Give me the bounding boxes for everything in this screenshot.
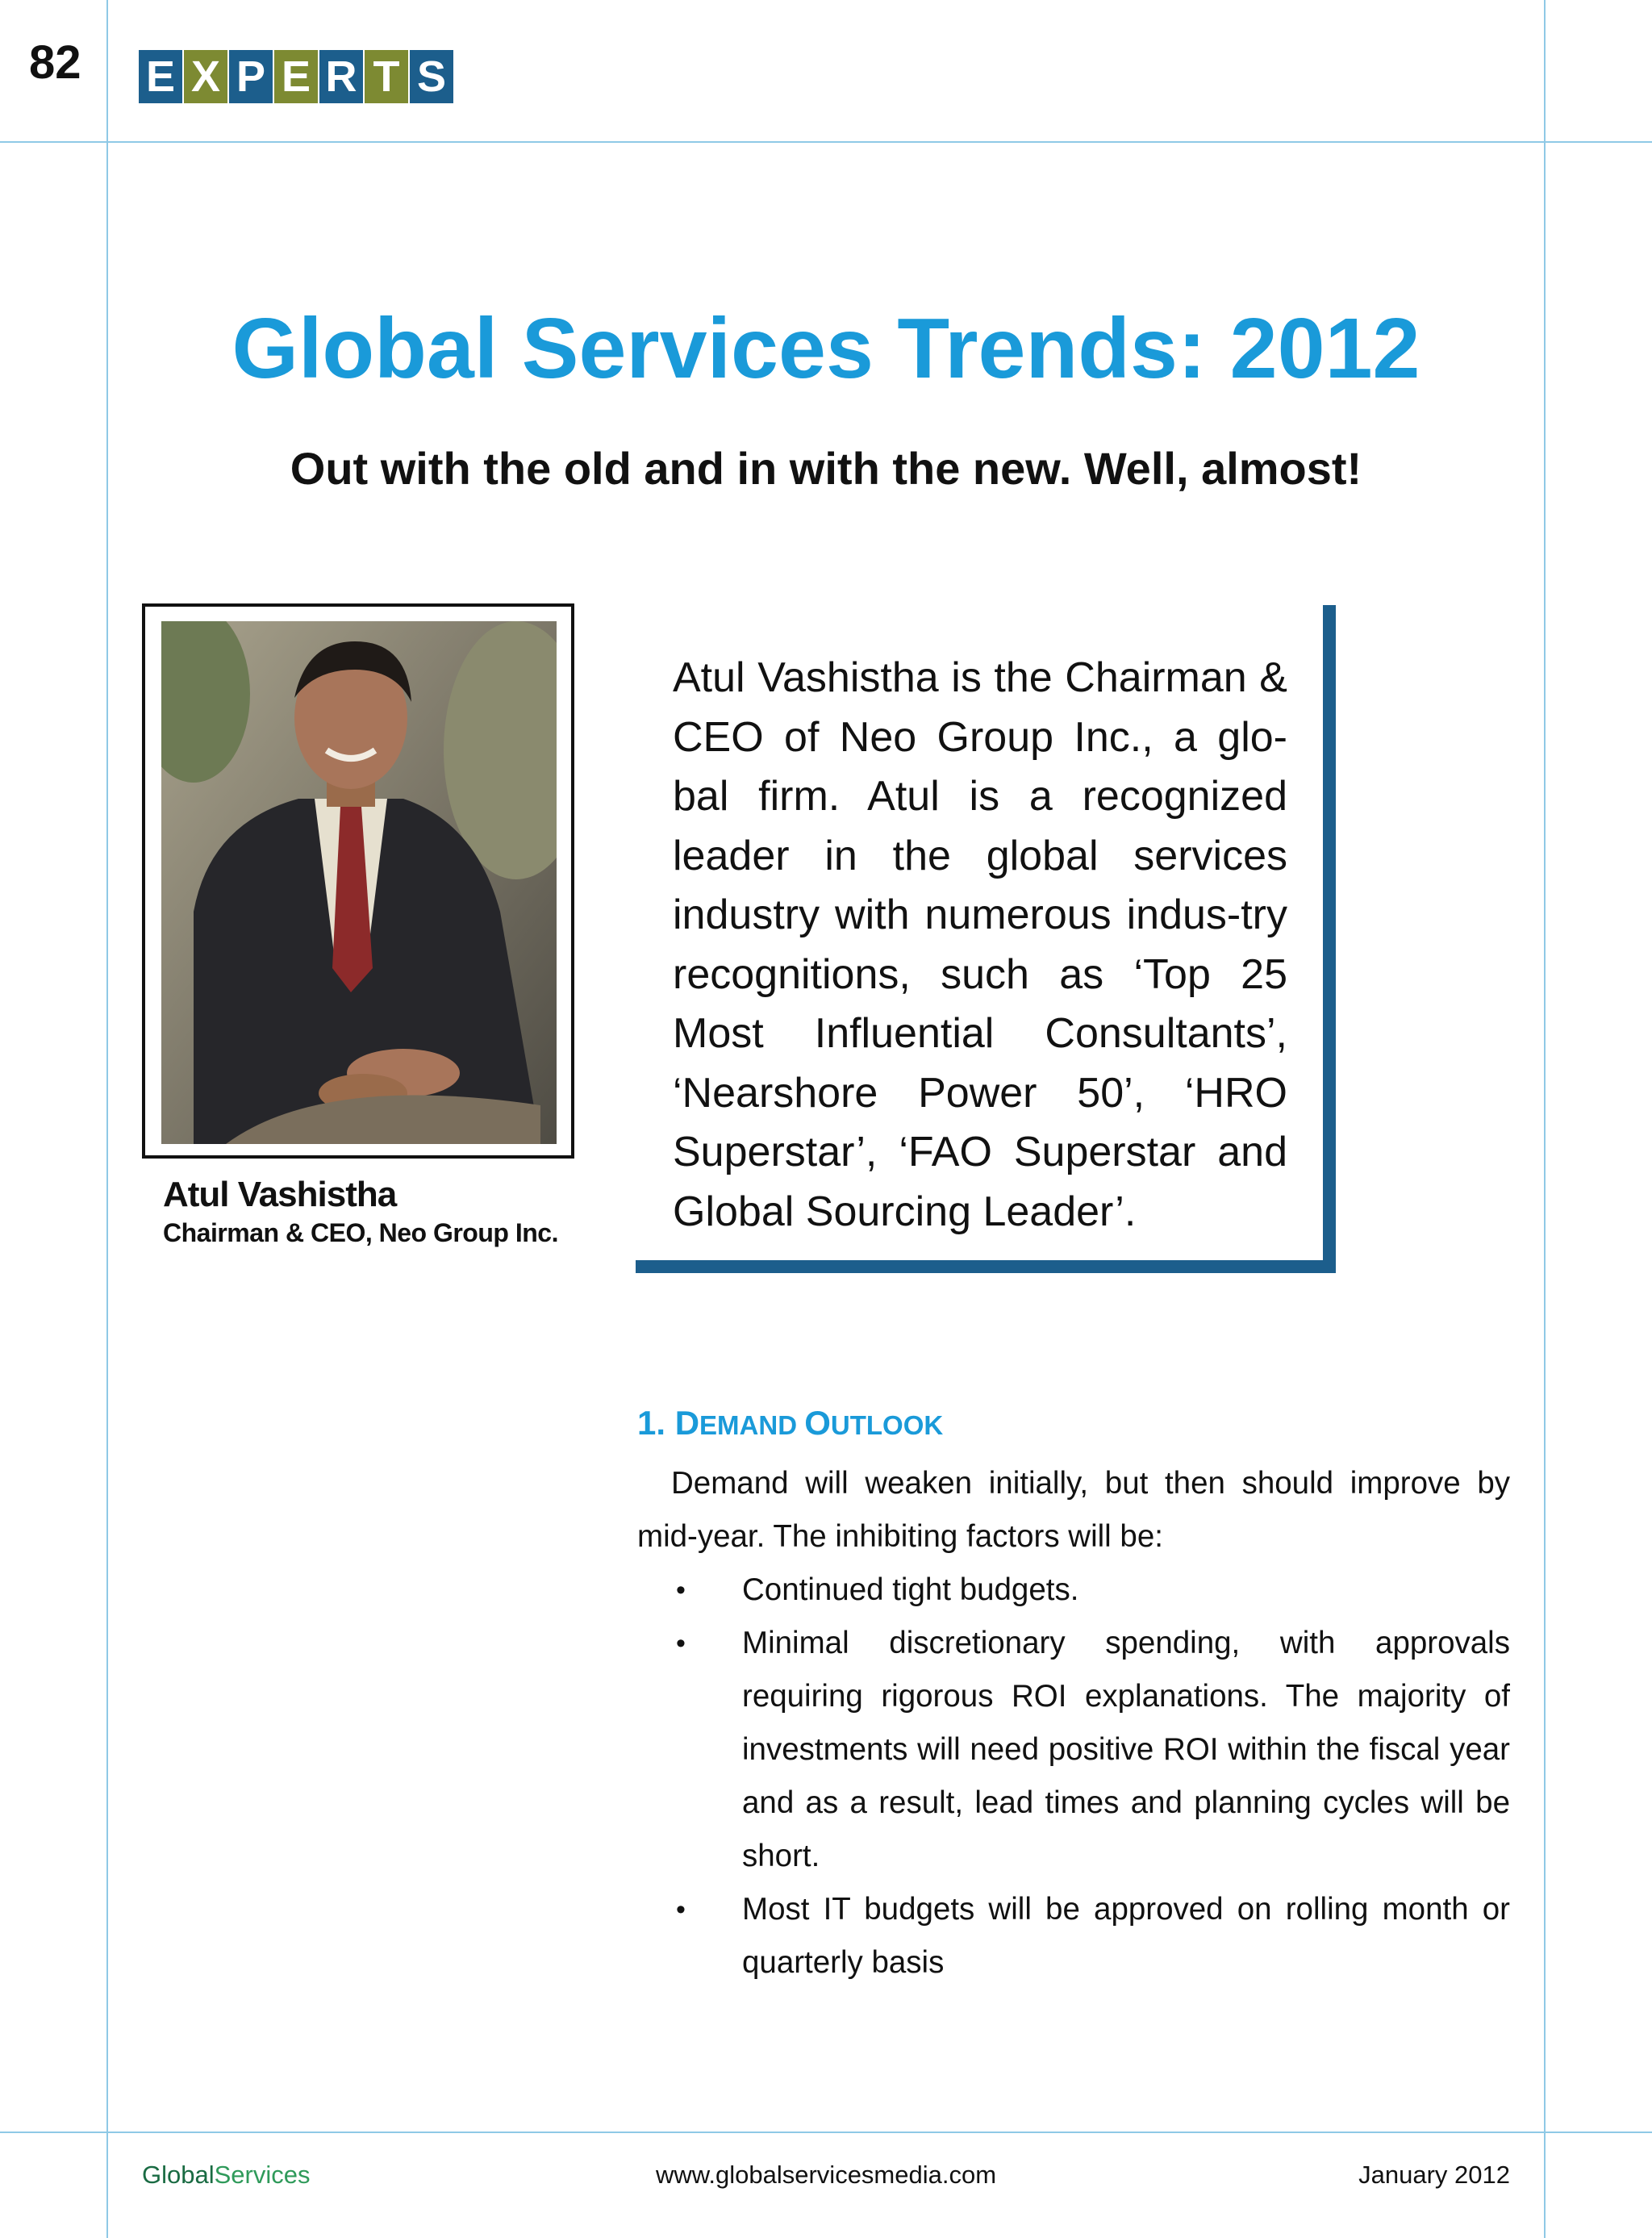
footer-date: January 2012: [1358, 2161, 1510, 2189]
bullet-icon: •: [676, 1894, 686, 1925]
inhibiting-factors-list: [637, 1564, 1510, 1990]
article-subtitle: Out with the old and in with the new. Well, almost!: [290, 443, 1362, 494]
section-tag-experts: [139, 50, 455, 103]
margin-rule-top: [0, 141, 1652, 143]
bullet-icon: •: [676, 1628, 686, 1659]
heading-initial: D: [674, 1404, 700, 1442]
margin-rule-bottom: [0, 2132, 1652, 2133]
author-photo-frame: [142, 603, 574, 1159]
bullet-icon: •: [676, 1575, 686, 1605]
author-name: Atul Vashistha: [163, 1175, 397, 1214]
list-item-text: Most IT budgets will be approved on rolling month or quarterly basis: [742, 1892, 1510, 1980]
section-tag-letter: E: [274, 50, 318, 103]
section-number: 1.: [637, 1404, 666, 1442]
page-number: 82: [29, 36, 81, 89]
footer-brand-part1: Global: [142, 2161, 215, 2189]
section-heading-demand-outlook: [637, 1404, 943, 1443]
heading-initial: O: [804, 1404, 831, 1442]
author-role: Chairman & CEO, Neo Group Inc.: [163, 1218, 558, 1247]
heading-rest: EMAND: [699, 1410, 805, 1440]
author-photo: [161, 621, 557, 1144]
footer-brand-part2: Services: [214, 2161, 311, 2189]
article-title: Global Services Trends: 2012: [232, 301, 1420, 396]
heading-rest: UTLOOK: [830, 1410, 944, 1440]
section-tag-letter: E: [139, 50, 182, 103]
footer-url[interactable]: www.globalservicesmedia.com: [655, 2161, 997, 2189]
list-item: [637, 1564, 1510, 1617]
list-item: [637, 1883, 1510, 1990]
bio-box-border-right: [1323, 605, 1336, 1273]
list-item-text: Continued tight budgets.: [742, 1572, 1079, 1607]
section-intro-paragraph: Demand will weaken initially, but then should improve by mid-year. The inhibiting factors will be:: [637, 1466, 1510, 1554]
portrait-illustration: [161, 621, 557, 1144]
list-item: [637, 1617, 1510, 1883]
author-bio: Atul Vashistha is the Chairman & CEO of Neo Group Inc., a glo-bal firm. Atul is a recognized leader in the global services industry with numerous indus-try recognitions, such as ‘Top 25 Most Influential Consultants’, ‘Nearshore Power 50’, ‘HRO Superstar’, ‘FAO Superstar and Global Sourcing Leader’.: [673, 654, 1287, 1235]
section-tag-letter: S: [410, 50, 453, 103]
section-tag-letter: X: [184, 50, 227, 103]
section-tag-letter: P: [229, 50, 273, 103]
section-tag-letter: T: [365, 50, 408, 103]
list-item-text: Minimal discretionary spending, with approvals requiring rigorous ROI explanations. The majority of investments will need positive ROI within the fiscal year and as a result, lead times and planning cycles will be short.: [742, 1626, 1510, 1873]
section-tag-letter: R: [319, 50, 363, 103]
bio-box-border-bottom: [636, 1260, 1336, 1273]
